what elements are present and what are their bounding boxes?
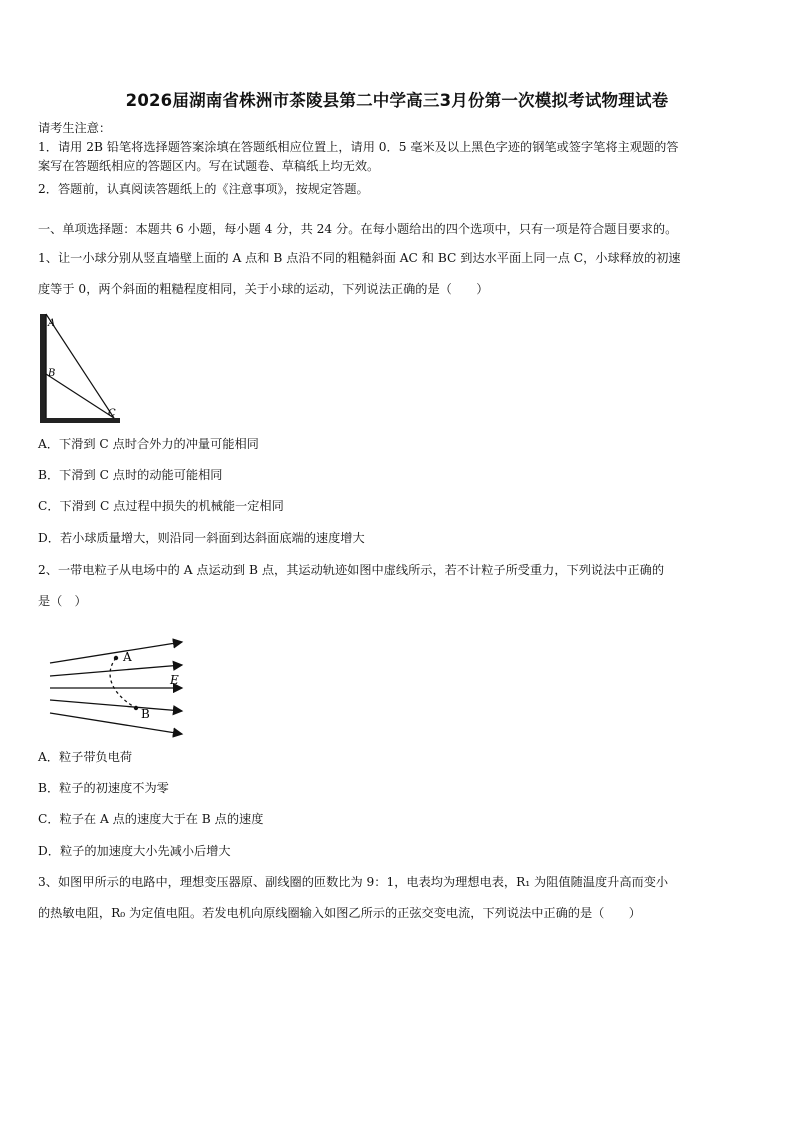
q1-incline-figure xyxy=(36,310,126,428)
q1-stem-line-2: 度等于 0，两个斜面的粗糙程度相同，关于小球的运动，下列说法正确的是（ ） xyxy=(38,282,489,296)
incline-ac xyxy=(46,314,114,418)
q1-option-b: B．下滑到 C 点时的动能可能相同 xyxy=(38,468,223,482)
q2-stem-line-1: 2、一带电粒子从电场中的 A 点运动到 B 点，其运动轨迹如图中虚线所示，若不计粒子所受重力，下列说法中正确的 xyxy=(38,563,665,577)
q1-option-c: C．下滑到 C 点过程中损失的机械能一定相同 xyxy=(38,499,284,513)
point-a-dot xyxy=(114,656,118,660)
q2-option-d: D．粒子的加速度大小先减小后增大 xyxy=(38,844,231,858)
notice-item-1-line-2: 案写在答题纸相应的答题区内。写在试题卷、草稿纸上均无效。 xyxy=(38,159,380,173)
field-line-5 xyxy=(50,713,182,734)
q2-option-b: B．粒子的初速度不为零 xyxy=(38,781,169,795)
label-a: A xyxy=(48,318,56,329)
trajectory-dashed xyxy=(110,658,136,708)
notice-heading: 请考生注意： xyxy=(38,121,112,135)
incline-bc xyxy=(46,374,114,418)
label-b: B xyxy=(48,368,56,379)
q3-stem-line-1: 3、如图甲所示的电路中，理想变压器原、副线圈的匝数比为 9：1，电表均为理想电表，R₁ 为阻值随温度升高而变小 xyxy=(38,875,669,889)
q2-stem-line-2: 是（ ） xyxy=(38,594,87,608)
wall-shading xyxy=(40,314,46,422)
label-c: C xyxy=(108,408,116,419)
q1-option-d: D．若小球质量增大，则沿同一斜面到达斜面底端的速度增大 xyxy=(38,531,365,545)
q2-option-c: C．粒子在 A 点的速度大于在 B 点的速度 xyxy=(38,812,264,826)
point-b-dot xyxy=(134,706,138,710)
q1-option-a: A．下滑到 C 点时合外力的冲量可能相同 xyxy=(38,437,259,451)
q2-option-a: A．粒子带负电荷 xyxy=(38,750,133,764)
notice-item-2: 2．答题前，认真阅读答题纸上的《注意事项》，按规定答题。 xyxy=(38,182,369,196)
label-point-b: B xyxy=(141,707,150,721)
q2-field-figure xyxy=(40,628,200,738)
notice-item-1-line-1: 1．请用 2B 铅笔将选择题答案涂填在答题纸相应位置上，请用 0．5 毫米及以上黑色字迹的钢笔或签字笔将主观题的答 xyxy=(38,140,679,154)
label-point-a: A xyxy=(123,650,132,664)
field-line-4 xyxy=(50,700,182,711)
section-heading: 一、单项选择题：本题共 6 小题，每小题 4 分，共 24 分。在每小题给出的四个选项中，只有一项是符合题目要求的。 xyxy=(38,222,678,236)
field-line-2 xyxy=(50,665,182,676)
label-field-e: E xyxy=(170,673,179,687)
q1-stem-line-1: 1、让一小球分别从竖直墙壁上面的 A 点和 B 点沿不同的粗糙斜面 AC 和 BC 到达水平面上同一点 C，小球释放的初速 xyxy=(38,251,681,265)
q3-stem-line-2: 的热敏电阻，R₀ 为定值电阻。若发电机向原线圈输入如图乙所示的正弦交变电流，下列说法中正确的是（ ） xyxy=(38,906,641,920)
exam-title: 2026届湖南省株洲市茶陵县第二中学高三3月份第一次模拟考试物理试卷 xyxy=(125,91,669,110)
